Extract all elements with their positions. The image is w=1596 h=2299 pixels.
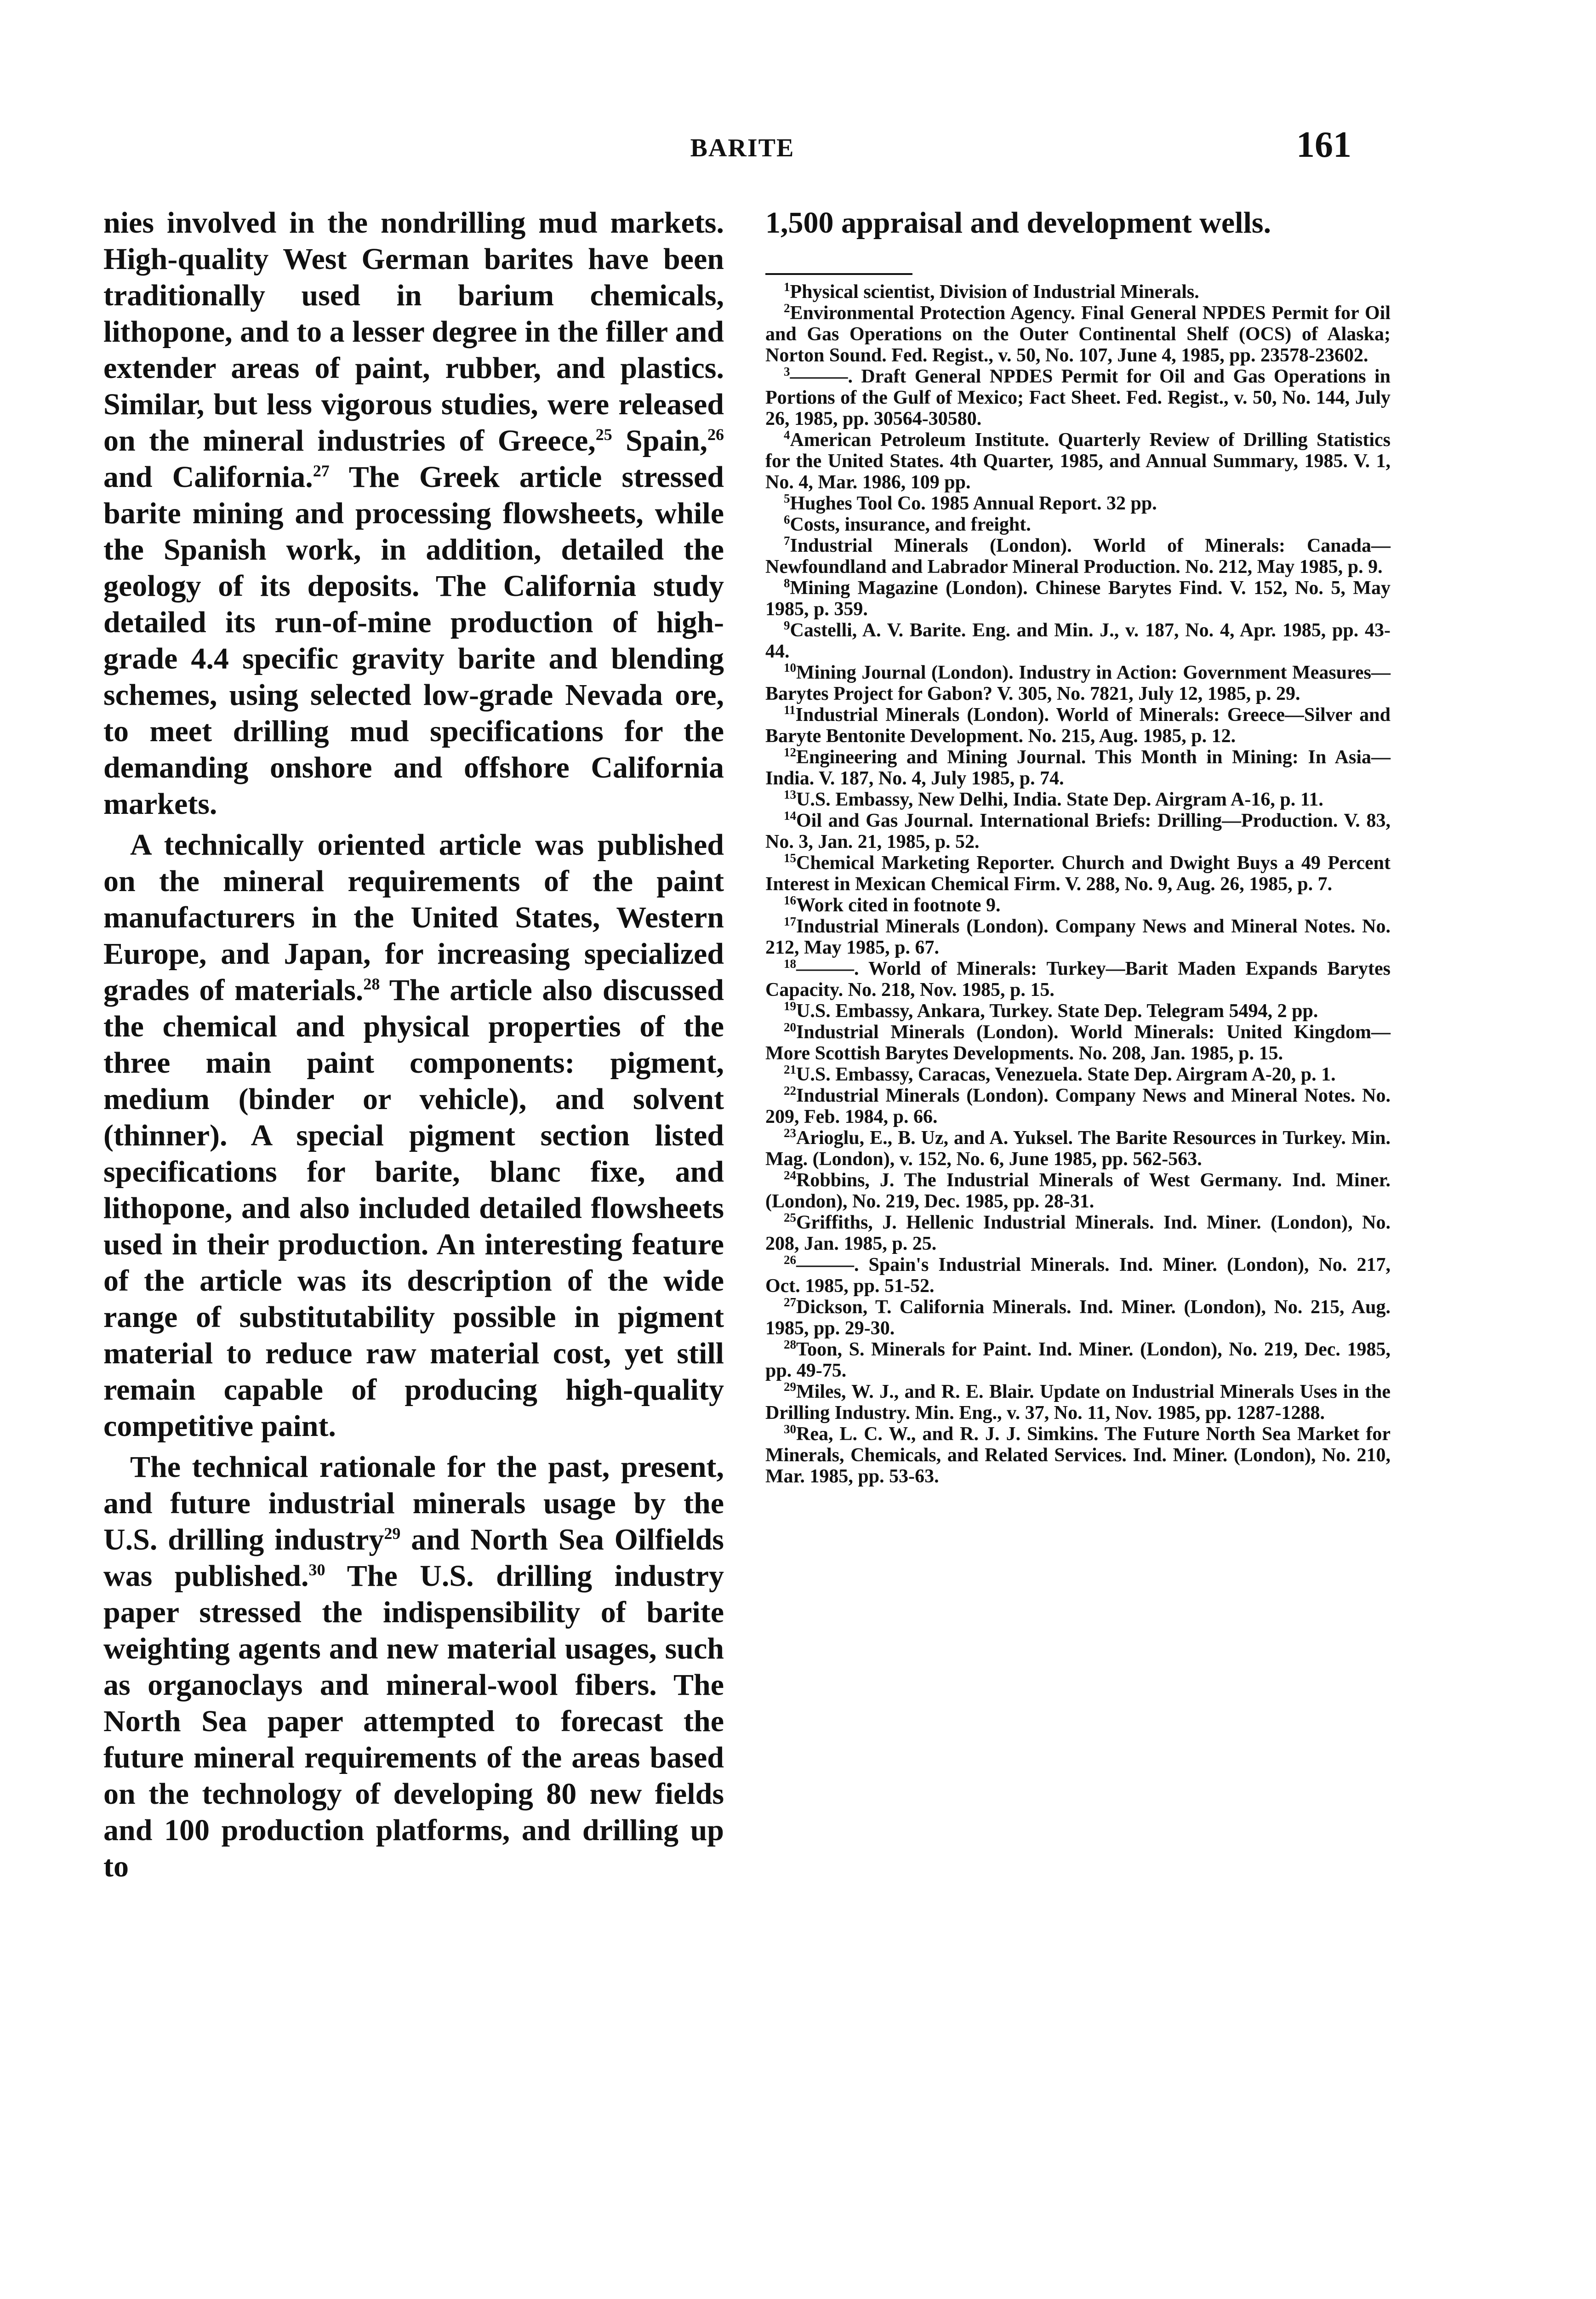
footnote-8	[765, 578, 1391, 620]
footnote-12	[765, 747, 1391, 789]
footnote-text: U.S. Embassy, Ankara, Turkey. State Dep. Telegram 5494, 2 pp.	[796, 1001, 1318, 1022]
body-paragraph-3: The technical rationale for the past, present, and future industrial minerals usage by the U.S. drilling industry$^{29}$ and North Sea Oilfields was published.$^{30}$ The U.S. drilling industry paper stressed the indispensibility of barite weighting agents and new material usages, such as organoclays and mineral-wool fibers. The North Sea paper attempted to forecast the future mineral requirements of the areas based on the technology of developing 80 new fields and 100 production platforms, and drilling up to	[103, 1450, 724, 1883]
footnote-reference: 30	[308, 1561, 325, 1579]
footnote-number: 23	[784, 1126, 796, 1140]
footnote-text: Mining Journal (London). Industry in Action: Government Measures—Barytes Project for Gabon? V. 305, No. 7821, July 12, 1985, p. 29.	[765, 662, 1391, 704]
footnote-text: Oil and Gas Journal. International Briefs: Drilling—Production. V. 83, No. 3, Jan. 21, 1985, p. 52.	[765, 810, 1391, 852]
footnote-number: 21	[784, 1063, 796, 1076]
footnote-text: Costs, insurance, and freight.	[790, 514, 1031, 535]
footnote-text: Arioglu, E., B. Uz, and A. Yuksel. The Barite Resources in Turkey. Min. Mag. (London), v. 152, No. 6, June 1985, pp. 562-563.	[765, 1127, 1391, 1170]
footnote-text: Industrial Minerals (London). Company News and Mineral Notes. No. 212, May 1985, p. 67.	[765, 916, 1391, 958]
footnote-rule	[765, 273, 912, 275]
footnote-text: Dickson, T. California Minerals. Ind. Miner. (London), No. 215, Aug. 1985, pp. 29-30.	[765, 1297, 1391, 1339]
footnote-text: Industrial Minerals (London). World Minerals: United Kingdom—More Scottish Barytes Developments. No. 208, Jan. 1985, p. 15.	[765, 1022, 1391, 1064]
footnote-number: 26	[784, 1253, 796, 1267]
footnote-number: 28	[784, 1338, 796, 1351]
page-number: 161	[1296, 125, 1351, 165]
footnote-30	[765, 1424, 1391, 1487]
body-column-left	[103, 205, 724, 1885]
footnote-23	[765, 1127, 1391, 1170]
footnote-7	[765, 535, 1391, 578]
footnote-number: 17	[784, 915, 796, 928]
footnote-number: 25	[784, 1211, 796, 1224]
footnote-28	[765, 1339, 1391, 1381]
footnote-3	[765, 366, 1391, 429]
footnote-reference: 28	[363, 975, 380, 993]
footnote-text: Robbins, J. The Industrial Minerals of West Germany. Ind. Miner. (London), No. 219, Dec. 1985, pp. 28-31.	[765, 1170, 1391, 1212]
footnote-text: Industrial Minerals (London). Company News and Mineral Notes. No. 209, Feb. 1984, p. 66.	[765, 1085, 1391, 1127]
footnote-4	[765, 429, 1391, 493]
footnote-text: Toon, S. Minerals for Paint. Ind. Miner. (London), No. 219, Dec. 1985, pp. 49-75.	[765, 1339, 1391, 1381]
footnote-text: U.S. Embassy, Caracas, Venezuela. State Dep. Airgram A-20, p. 1.	[796, 1064, 1336, 1085]
body-paragraph-1: nies involved in the nondrilling mud markets. High-quality West German barites have been traditionally used in barium chemicals, lithopone, and to a lesser degree in the filler and extender areas of paint, rubber, and plastics. Similar, but less vigorous studies, were released on the mineral industries of Greece,$^{25}$ Spain,$^{26}$ and California.$^{27}$ The Greek article stressed barite mining and processing flowsheets, while the Spanish work, in addition, detailed the geology of its deposits. The California study detailed its run-of-mine production of high-grade 4.4 specific gravity barite and blending schemes, using selected low-grade Nevada ore, to meet drilling mud specifications for the demanding onshore and offshore California markets.	[103, 206, 724, 821]
footnote-reference: 26	[707, 425, 724, 444]
footnote-text: Industrial Minerals (London). World of Minerals: Canada—Newfoundland and Labrador Mineral Production. No. 212, May 1985, p. 9.	[765, 535, 1391, 578]
footnote-21	[765, 1064, 1391, 1085]
footnote-14	[765, 810, 1391, 852]
footnote-number: 22	[784, 1084, 796, 1098]
footnote-1	[765, 281, 1391, 303]
footnote-reference: 25	[595, 425, 612, 444]
body-paragraph-2: A technically oriented article was published on the mineral requirements of the paint manufacturers in the United States, Western Europe, and Japan, for increasing specialized grades of materials.$^{28}$ The article also discussed the chemical and physical properties of the three main paint components: pigment, medium (binder or vehicle), and solvent (thinner). A special pigment section listed specifications for barite, blanc fixe, and lithopone, and also included detailed flowsheets used in their production. An interesting feature of the article was its description of the wide range of substitutability possible in pigment material to reduce raw material cost, yet still remain capable of producing high-quality competitive paint.	[103, 828, 724, 1443]
footnote-19	[765, 1001, 1391, 1022]
footnote-17	[765, 916, 1391, 958]
footnote-number: 1	[784, 280, 790, 294]
footnote-2	[765, 303, 1391, 366]
footnote-number: 8	[784, 576, 790, 590]
footnote-number: 12	[784, 745, 796, 759]
footnote-29	[765, 1381, 1391, 1424]
footnote-26	[765, 1254, 1391, 1297]
footnote-24	[765, 1170, 1391, 1212]
footnote-number: 20	[784, 1020, 796, 1034]
footnote-text: American Petroleum Institute. Quarterly Review of Drilling Statistics for the United States. 4th Quarter, 1985, and Annual Summary, 1985. V. 1, No. 4, Mar. 1986, 109 pp.	[765, 429, 1391, 493]
footnote-6	[765, 514, 1391, 535]
footnote-13	[765, 789, 1391, 810]
footnote-text: Rea, L. C. W., and R. J. J. Simkins. The Future North Sea Market for Minerals, Chemicals, and Related Services. Ind. Miner. (London), No. 210, Mar. 1985, pp. 53-63.	[765, 1424, 1391, 1487]
footnote-reference: 27	[313, 462, 330, 480]
footnote-22	[765, 1085, 1391, 1127]
footnote-number: 24	[784, 1168, 796, 1182]
footnote-reference: 29	[384, 1524, 401, 1543]
footnotes-list	[765, 281, 1391, 1487]
footnote-text: Mining Magazine (London). Chinese Barytes Find. V. 152, No. 5, May 1985, p. 359.	[765, 578, 1391, 620]
footnote-15	[765, 852, 1391, 895]
footnote-number: 7	[784, 534, 790, 548]
footnote-number: 9	[784, 618, 790, 632]
footnote-5	[765, 493, 1391, 514]
footnote-text: Work cited in footnote 9.	[796, 895, 1001, 916]
body-column-right	[765, 205, 1391, 1487]
carryover-text: 1,500 appraisal and development wells.	[765, 206, 1271, 240]
footnote-number: 15	[784, 851, 796, 865]
footnote-number: 5	[784, 492, 790, 505]
footnote-27	[765, 1297, 1391, 1339]
footnote-text: Chemical Marketing Reporter. Church and Dwight Buys a 49 Percent Interest in Mexican Chemical Firm. V. 288, No. 9, Aug. 26, 1985, p. 7.	[765, 852, 1391, 895]
footnote-text: Miles, W. J., and R. E. Blair. Update on Industrial Minerals Uses in the Drilling Industry. Min. Eng., v. 37, No. 11, Nov. 1985, pp. 1287-1288.	[765, 1381, 1391, 1424]
footnote-9	[765, 620, 1391, 662]
footnote-text: ———. Spain's Industrial Minerals. Ind. Miner. (London), No. 217, Oct. 1985, pp. 51-52.	[765, 1254, 1391, 1297]
footnote-number: 16	[784, 893, 796, 907]
footnote-number: 30	[784, 1422, 796, 1436]
footnote-number: 11	[784, 703, 796, 717]
footnote-number: 18	[784, 957, 796, 971]
footnote-text: Engineering and Mining Journal. This Month in Mining: In Asia—India. V. 187, No. 4, July 1985, p. 74.	[765, 747, 1391, 789]
footnote-18	[765, 958, 1391, 1001]
footnote-number: 6	[784, 513, 790, 526]
footnote-text: Physical scientist, Division of Industrial Minerals.	[790, 281, 1199, 303]
footnote-text: Industrial Minerals (London). World of Minerals: Greece—Silver and Baryte Bentonite Development. No. 215, Aug. 1985, p. 12.	[765, 704, 1391, 747]
footnote-10	[765, 662, 1391, 704]
footnote-text: ———. Draft General NPDES Permit for Oil and Gas Operations in Portions of the Gulf of Mexico; Fact Sheet. Fed. Regist., v. 50, No. 144, July 26, 1985, pp. 30564-30580.	[765, 366, 1391, 429]
footnote-number: 14	[784, 809, 796, 823]
footnote-number: 27	[784, 1295, 796, 1309]
footnote-text: Environmental Protection Agency. Final General NPDES Permit for Oil and Gas Operations on the Outer Continental Shelf (OCS) of Alaska; Norton Sound. Fed. Regist., v. 50, No. 107, June 4, 1985, pp. 23578-23602.	[765, 303, 1391, 366]
footnote-text: ———. World of Minerals: Turkey—Barit Maden Expands Barytes Capacity. No. 218, Nov. 1985, p. 15.	[765, 958, 1391, 1001]
footnote-16	[765, 895, 1391, 916]
footnote-text: Castelli, A. V. Barite. Eng. and Min. J., v. 187, No. 4, Apr. 1985, pp. 43-44.	[765, 620, 1391, 662]
footnote-number: 19	[784, 999, 796, 1013]
footnote-text: Griffiths, J. Hellenic Industrial Minerals. Ind. Miner. (London), No. 208, Jan. 1985, p. 25.	[765, 1212, 1391, 1254]
footnote-number: 3	[784, 365, 790, 378]
footnote-20	[765, 1022, 1391, 1064]
footnote-text: U.S. Embassy, New Delhi, India. State Dep. Airgram A-16, p. 11.	[796, 789, 1323, 810]
footnote-25	[765, 1212, 1391, 1254]
footnote-number: 10	[784, 661, 796, 675]
footnote-number: 13	[784, 788, 796, 801]
footnote-number: 29	[784, 1380, 796, 1394]
footnote-text: Hughes Tool Co. 1985 Annual Report. 32 pp.	[790, 493, 1157, 514]
running-head: BARITE	[690, 134, 795, 162]
footnote-number: 2	[784, 301, 790, 315]
footnote-11	[765, 704, 1391, 747]
footnote-number: 4	[784, 428, 790, 442]
